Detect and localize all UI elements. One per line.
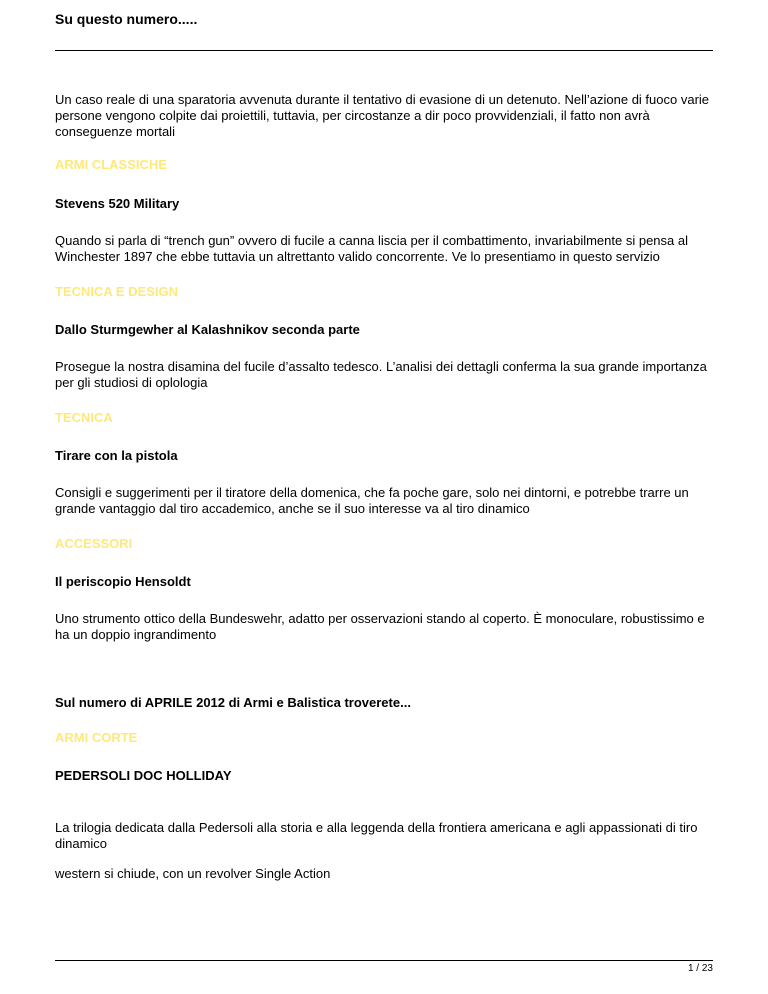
next-issue-text-1: La trilogia dedicata dalla Pedersoli alla storia e alla leggenda della frontiera americana e agli appassionati di tiro dinamico bbox=[55, 820, 698, 851]
article-title-1: Stevens 520 Military bbox=[55, 196, 180, 211]
page-number: 1 / 23 bbox=[687, 963, 713, 974]
page-title: Su questo numero..... bbox=[55, 11, 198, 27]
section-label-3: TECNICA bbox=[55, 410, 113, 425]
article-text-3: Consigli e suggerimenti per il tiratore della domenica, che fa poche gare, solo nei dintorni, e potrebbe trarre un grande vantaggio dal tiro accademico, anche se il suo interesse va al tiro dinamico bbox=[55, 485, 689, 516]
article-text-1: Quando si parla di “trench gun” ovvero di fucile a canna liscia per il combattimento, invariabilmente si pensa al Winchester 1897 che ebbe tuttavia un altrettanto valido concorrente. Ve lo presentiamo in questo servizio bbox=[55, 233, 688, 264]
article-title-3: Tirare con la pistola bbox=[55, 448, 178, 463]
next-issue-section-label: ARMI CORTE bbox=[55, 730, 138, 745]
section-label-4: ACCESSORI bbox=[55, 536, 133, 551]
footer-divider bbox=[55, 960, 713, 961]
next-issue-title: PEDERSOLI DOC HOLLIDAY bbox=[55, 768, 232, 783]
next-issue-heading: Sul numero di APRILE 2012 di Armi e Balistica troverete... bbox=[55, 695, 411, 710]
next-issue-text-2: western si chiude, con un revolver Single Action bbox=[55, 866, 331, 881]
header-divider bbox=[55, 50, 713, 51]
article-text-4: Uno strumento ottico della Bundeswehr, adatto per osservazioni stando al coperto. È monoculare, robustissimo e ha un doppio ingrandimento bbox=[55, 611, 705, 642]
section-label-1: ARMI CLASSICHE bbox=[55, 157, 167, 172]
article-text-2: Prosegue la nostra disamina del fucile d’assalto tedesco. L’analisi dei dettagli conferma la sua grande importanza per gli studiosi di oplologia bbox=[55, 359, 707, 390]
section-label-2: TECNICA E DESIGN bbox=[55, 284, 179, 299]
article-title-4: Il periscopio Hensoldt bbox=[55, 574, 191, 589]
intro-paragraph: Un caso reale di una sparatoria avvenuta durante il tentativo di evasione di un detenuto. Nell’azione di fuoco varie persone vengono colpite dai proiettili, tuttavia, per circostanze a dir poco provvidenziali, il fatto non avrà conseguenze mortali bbox=[55, 92, 710, 139]
article-title-2: Dallo Sturmgewher al Kalashnikov seconda parte bbox=[55, 322, 360, 337]
